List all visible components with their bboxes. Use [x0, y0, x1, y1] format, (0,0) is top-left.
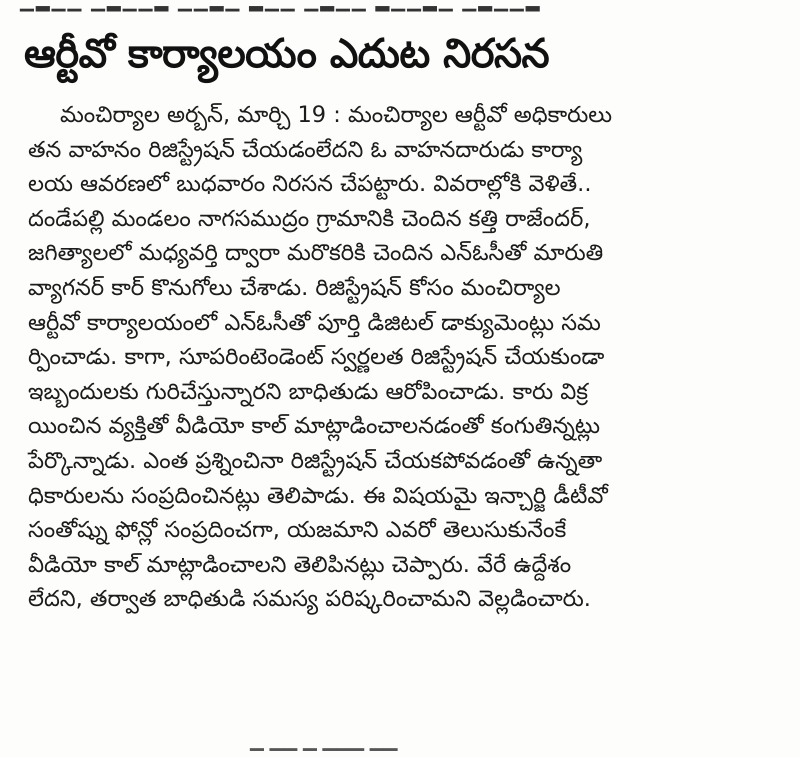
- article-line: వీడియో కాల్ మాట్లాడించాలని తెలిపినట్లు చెప్పారు. వేరే ఉద్దేశం: [28, 551, 572, 578]
- article-line: తన వాహనం రిజిస్ట్రేషన్ చేయడంలేదని ఓ వాహనదారుడు కార్యా: [28, 136, 583, 163]
- article-line: వ్యాగనర్ కార్ కొనుగోలు చేశాడు. రిజిస్ట్రేషన్ కోసం మంచిర్యాల: [28, 274, 561, 301]
- article-line: ఇబ్బందులకు గురిచేస్తున్నారని బాధితుడు ఆరోపించాడు. కారు విక్ర: [28, 378, 589, 405]
- article-body: [28, 98, 774, 617]
- article-line: ధికారులను సంప్రదించినట్లు తెలిపాడు. ఈ విషయమై ఇన్చార్జి డీటీవో: [28, 482, 608, 509]
- article-line: ఆర్టీవో కార్యాలయంలో ఎన్ఓసీతో పూర్తి డిజిటల్ డాక్యుమెంట్లు సమ: [28, 309, 601, 336]
- article-line: యించిన వ్యక్తితో వీడియో కాల్ మాట్లాడించాలనడంతో కంగుతిన్నట్లు: [28, 413, 601, 440]
- cut-off-next-text: ▔ ▔▔ ▔ ▔▔▔ ▔▔: [250, 749, 398, 770]
- article-line: జగిత్యాలలో మధ్యవర్తి ద్వారా మరొకరికి చెందిన ఎన్ఓసీతో మారుతి: [28, 240, 604, 267]
- article-line: మంచిర్యాల అర్బన్, మార్చి 19 : మంచిర్యాల ఆర్టీవో అధికారులు: [60, 102, 613, 128]
- article-line: ర్పించాడు. కాగా, సూపరింటెండెంట్ స్వర్ణలత రిజిస్ట్రేషన్ చేయకుండా: [28, 344, 605, 371]
- article-line: దండేపల్లి మండలం నాగసముద్రం గ్రామానికి చెందిన కత్తి రాజేందర్,: [28, 205, 591, 232]
- article-line: లేదని, తర్వాత బాధితుడి సమస్య పరిష్కరించామని వెల్లడించారు.: [28, 586, 591, 613]
- cut-off-previous-text: ▁▂▁▁ ▁▂▁▁▂ ▁▁▂▁ ▂▁▁ ▁▂▁▁ ▂▁▁▂▁ ▁▂▁▁▂: [20, 0, 542, 12]
- article-line: సంతోష్ను ఫోన్లో సంప్రదించగా, యజమాని ఎవరో తెలుసుకునేంకే: [28, 517, 567, 544]
- article-line: లయ ఆవరణలో బుధవారం నిరసన చేపట్టారు. వివరాల్లోకి వెళితే..: [28, 171, 592, 198]
- article-line: పేర్కొన్నాడు. ఎంత ప్రశ్నించినా రిజిస్ట్రేషన్ చేయకపోవడంతో ఉన్నతా: [28, 447, 603, 474]
- article-headline: ఆర్టీవో కార్యాలయం ఎదుట నిరసన: [24, 31, 550, 77]
